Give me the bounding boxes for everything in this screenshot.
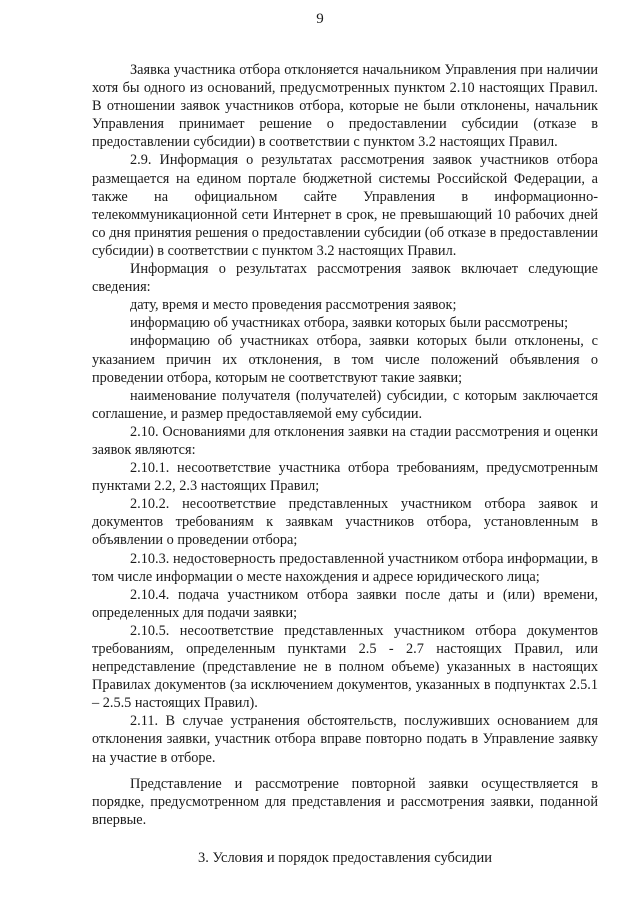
document-body bbox=[92, 61, 598, 829]
paragraph-2-10-5: 2.10.5. несоответствие представленных участником отбора документов требованиям, определенным пунктами 2.5 - 2.7 настоящих Правил, или непредставление (представление не в полном объеме) указанных в настоящих Правилах документов (за исключением документов, указанных в подпунктах 2.5.1 – 2.5.5 настоящих Правил). bbox=[92, 622, 598, 712]
paragraph-2-10-4: 2.10.4. подача участником отбора заявки после даты и (или) времени, определенных для подачи заявки; bbox=[92, 586, 598, 621]
paragraph-2-9: 2.9. Информация о результатах рассмотрения заявок участников отбора размещается на едином портале бюджетной системы Российской Федерации, а также на официальном сайте Управления в информационно-телекоммуникационной сети Интернет в срок, не превышающий 10 рабочих дней со дня принятия решения о предоставлении субсидии (об отказе в предоставлении субсидии) в соответствии с пунктом 3.2 настоящих Правил. bbox=[92, 152, 598, 259]
paragraph-results-info: Информация о результатах рассмотрения заявок включает следующие сведения: bbox=[92, 261, 598, 296]
section-heading: 3. Условия и порядок предоставления субсидии bbox=[197, 850, 492, 866]
list-item-reviewed-participants: информацию об участниках отбора, заявки которых были рассмотрены; bbox=[130, 315, 569, 332]
paragraph-2-10-3: 2.10.3. недостоверность предоставленной участником отбора информации, в том числе информации о месте нахождения и адресе юридического лица; bbox=[92, 550, 598, 585]
paragraph-2-10: 2.10. Основаниями для отклонения заявки на стадии рассмотрения и оценки заявок являются: bbox=[92, 423, 598, 458]
list-item-rejected-participants: информацию об участниках отбора, заявки которых были отклонены, с указанием причин их отклонения, в том числе положений объявления о проведении отбора, которым не соответствуют такие заявки; bbox=[92, 333, 598, 386]
list-item-date-time-place: дату, время и место проведения рассмотрения заявок; bbox=[130, 297, 457, 314]
paragraph-2-11: 2.11. В случае устранения обстоятельств, послуживших основанием для отклонения заявки, участник отбора вправе повторно подать в Управление заявку на участие в отборе. bbox=[92, 713, 598, 766]
list-item-recipient-name: наименование получателя (получателей) субсидии, с которым заключается соглашение, и размер предоставляемой ему субсидии. bbox=[92, 387, 598, 422]
page-number: 9 bbox=[316, 11, 324, 27]
paragraph-2-10-2: 2.10.2. несоответствие представленных участником отбора заявок и документов требованиям к заявкам участников отбора, установленным в объявлении о проведении отбора; bbox=[92, 496, 598, 549]
paragraph-repeat-application: Представление и рассмотрение повторной заявки осуществляется в порядке, предусмотренном для представления и рассмотрения заявки, поданной впервые. bbox=[92, 775, 598, 828]
paragraph-2-10-1: 2.10.1. несоответствие участника отбора требованиям, предусмотренным пунктами 2.2, 2.3 настоящих Правил; bbox=[92, 460, 598, 495]
paragraph-application-rejection: Заявка участника отбора отклоняется начальником Управления при наличии хотя бы одного из оснований, предусмотренных пунктом 2.10 настоящих Правил. В отношении заявок участников отбора, которые не были отклонены, начальник Управления принимает решение о предоставлении субсидии (отказе в предоставлении субсидии) в соответствии с пунктом 3.2 настоящих Правил. bbox=[92, 62, 598, 151]
